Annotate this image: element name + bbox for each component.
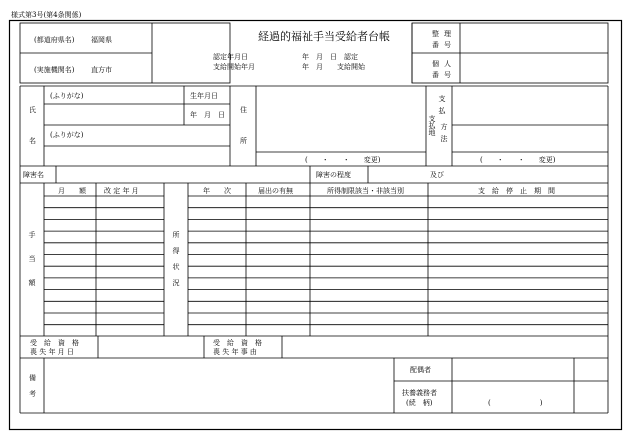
payment-start-value: 年 月 支給開始 bbox=[302, 63, 365, 71]
reason-label-2: 喪 失 年 事 由 bbox=[213, 348, 257, 356]
name-label-2: 名 bbox=[29, 137, 36, 145]
col-revision: 改 定 年 月 bbox=[104, 187, 139, 195]
form-number: 様式第3号(第4条関係) bbox=[11, 11, 82, 19]
reason-label-1: 受 給 資 格 bbox=[213, 339, 262, 347]
seiri-label: 整理 bbox=[432, 30, 456, 38]
col-year: 年 次 bbox=[203, 187, 231, 195]
page-title: 経過的福祉手当受給者台帳 bbox=[258, 30, 390, 43]
payee-change: ( ・ ・ 変更) bbox=[480, 156, 556, 164]
address-change: ( ・ ・ 変更) bbox=[305, 156, 381, 164]
col-suspension: 支 給 停 止 期 間 bbox=[478, 187, 555, 195]
disability-name-label: 障害名 bbox=[23, 171, 44, 179]
certify-date-label: 認定年月日 bbox=[213, 53, 248, 61]
col-income-limit: 所得制限該当・非該当別 bbox=[327, 187, 404, 195]
gain-loss-label-1: 受 給 資 格 bbox=[30, 339, 79, 347]
birth-value: 年 月 日 bbox=[190, 111, 225, 119]
payee-label-left: 支 払 bbox=[438, 95, 446, 115]
address-label-2: 所 bbox=[240, 137, 247, 145]
furigana-2: (ふりがな) bbox=[50, 131, 84, 139]
remarks-label-1: 備 bbox=[29, 374, 36, 382]
seiri-label-2: 番号 bbox=[432, 41, 456, 49]
kojin-label-2: 番号 bbox=[432, 71, 456, 79]
income-side-label: 所 得 状 況 bbox=[172, 231, 180, 287]
disability-degree-label: 障害の程度 bbox=[316, 171, 351, 179]
prefecture-label: (都道府県名) bbox=[34, 36, 75, 44]
support-paren: ( ) bbox=[488, 399, 543, 407]
support-label-1: 扶養義務者 bbox=[402, 389, 437, 397]
kojin-label: 個人 bbox=[432, 60, 456, 68]
agency-label: (実施機関名) bbox=[34, 66, 75, 74]
payee-label-right: 方 法 bbox=[440, 123, 448, 143]
col-monthly: 月 額 bbox=[58, 187, 86, 195]
payment-start-label: 支給開始年月 bbox=[213, 63, 255, 71]
name-label-1: 氏 bbox=[29, 106, 36, 114]
oyobi-label: 及び bbox=[430, 171, 444, 179]
col-report: 届出の有無 bbox=[258, 187, 293, 195]
payee-label-mid: 支払地 bbox=[428, 115, 436, 137]
remarks-label-2: 考 bbox=[29, 390, 36, 398]
support-label-2: (続 柄) bbox=[406, 399, 433, 407]
spouse-label: 配偶者 bbox=[410, 366, 431, 374]
prefecture-value: 福岡県 bbox=[91, 36, 112, 44]
birth-label: 生年月日 bbox=[190, 92, 218, 100]
agency-value: 直方市 bbox=[91, 66, 112, 74]
certify-date-value: 年 月 日 認定 bbox=[302, 53, 358, 61]
allowance-side-label: 手 当 額 bbox=[28, 231, 36, 287]
furigana-1: (ふりがな) bbox=[50, 92, 84, 100]
gain-loss-label-2: 喪 失 年 月 日 bbox=[30, 348, 74, 356]
address-label-1: 住 bbox=[240, 106, 247, 114]
